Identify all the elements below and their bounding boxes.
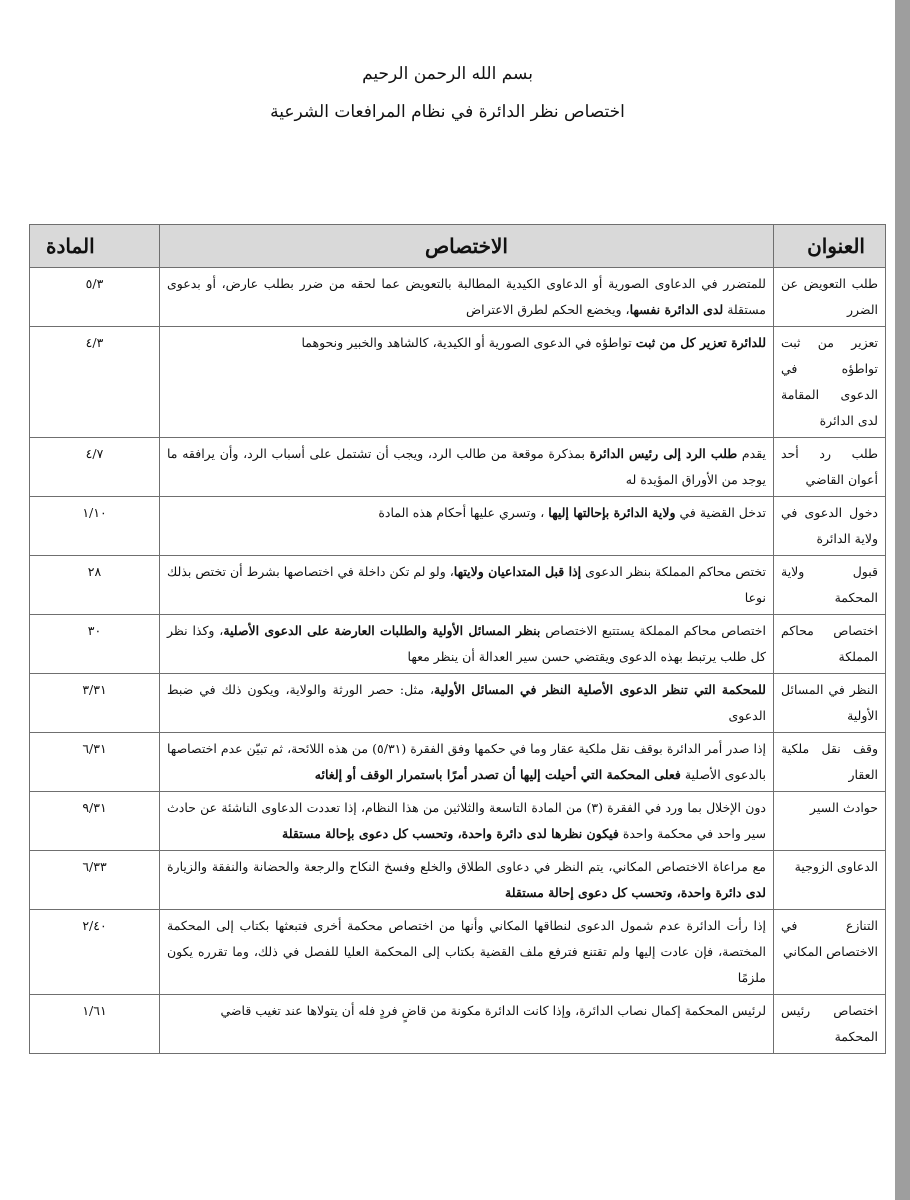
text: ، ولو لم تكن داخلة في اختصاصها بشرط أن تختص بذلك نوعا	[167, 564, 766, 605]
bold-text: فعلى المحكمة التي أحيلت إليها أن تصدر أمرًا باستمرار الوقف أو إلغائه	[314, 767, 681, 782]
row-title: تعزير من ثبت تواطؤه في الدعوى المقامة لدى الدائرة	[774, 327, 886, 438]
row-jurisdiction	[160, 556, 774, 615]
text: يقدم	[737, 446, 766, 461]
row-article: ٢٨	[30, 556, 160, 615]
row-jurisdiction	[160, 910, 774, 995]
row-article: ٤/٧	[30, 438, 160, 497]
bold-text: بنظر المسائل الأولية والطلبات العارضة على الدعوى الأصلية	[223, 623, 541, 638]
table-row	[30, 792, 886, 851]
text: تواطؤه في الدعوى الصورية أو الكيدية، كالشاهد والخبير ونحوهما	[301, 335, 636, 350]
header-jurisdiction: الاختصاص	[160, 225, 774, 268]
text: إذا صدر أمر الدائرة بوقف نقل ملكية عقار وما في حكمها وفق الفقرة (٥/٣١) من هذه اللائحة، ثم تبيّن عدم اختصاصها بالدعوى الأصلية	[167, 741, 766, 782]
row-title: اختصاص رئيس المحكمة	[774, 995, 886, 1054]
row-article: ١/١٠	[30, 497, 160, 556]
text: اختصاص محاكم المملكة يستتبع الاختصاص	[540, 623, 766, 638]
text: لرئيس المحكمة إكمال نصاب الدائرة، وإذا كانت الدائرة مكونة من قاضٍ فردٍ فله أن يتولاها عند تغيب قاضي	[220, 1003, 766, 1018]
row-title: الدعاوى الزوجية	[774, 851, 886, 910]
table-row	[30, 327, 886, 438]
text: مع مراعاة الاختصاص المكاني، يتم النظر في دعاوى الطلاق والخلع وفسخ النكاح والرجعة والحضانة والنفقة والزيارة	[167, 859, 766, 874]
header-title: العنوان	[774, 225, 886, 268]
table-row	[30, 851, 886, 910]
row-article: ٥/٣	[30, 268, 160, 327]
row-jurisdiction	[160, 615, 774, 674]
row-title: قبول ولاية المحكمة	[774, 556, 886, 615]
row-jurisdiction	[160, 497, 774, 556]
text: دون الإخلال بما ورد في الفقرة (٣) من المادة التاسعة والثلاثين من هذا النظام، إذا تعددت الدعاوى الناشئة عن حادث سير واحد في محكمة واحدة	[167, 800, 766, 841]
table-row	[30, 995, 886, 1054]
row-title: طلب رد أحد أعوان القاضي	[774, 438, 886, 497]
table-row	[30, 268, 886, 327]
row-jurisdiction	[160, 438, 774, 497]
bold-text: لدى الدائرة نفسها	[629, 302, 724, 317]
row-jurisdiction	[160, 851, 774, 910]
row-article: ٩/٣١	[30, 792, 160, 851]
row-jurisdiction	[160, 327, 774, 438]
bold-text: للمحكمة التي تنظر الدعوى الأصلية النظر في المسائل الأولية	[434, 682, 766, 697]
jurisdiction-table	[29, 224, 886, 1054]
text: ، مثل: حصر الورثة والولاية، ويكون ذلك في ضبط الدعوى	[167, 682, 766, 723]
row-jurisdiction	[160, 792, 774, 851]
text: ، وكذا نظر كل طلب يرتبط بهذه الدعوى ويقتضي حسن سير العدالة أن ينظر معها	[167, 623, 766, 664]
row-article: ٢/٤٠	[30, 910, 160, 995]
table-row	[30, 674, 886, 733]
bold-text: إذا قبل المتداعيان ولايتها	[453, 564, 582, 579]
table-row	[30, 615, 886, 674]
table-row	[30, 497, 886, 556]
row-title: التنازع في الاختصاص المكاني	[774, 910, 886, 995]
row-article: ٣/٣١	[30, 674, 160, 733]
text: إذا رأت الدائرة عدم شمول الدعوى لنطاقها المكاني وأنها من اختصاص محكمة أخرى فتبعثها بكتاب إلى المحكمة المختصة، فإن عادت إليها ولم تقتنع فترفع ملف القضية بكتاب إلى المحكمة العليا للفصل في ذلك، وما تقرره يكون ملزمًا	[167, 918, 766, 985]
scan-edge	[895, 0, 910, 1200]
text: تختص محاكم المملكة بنظر الدعوى	[581, 564, 766, 579]
header-article: المادة	[30, 225, 160, 268]
row-jurisdiction	[160, 733, 774, 792]
text: بمذكرة موقعة من طالب الرد، ويجب أن تشتمل على أسباب الرد، وأن يرافقه ما يوجد من الأوراق المؤيدة له	[167, 446, 766, 487]
table-row	[30, 438, 886, 497]
bold-text: طلب الرد إلى رئيس الدائرة	[589, 446, 738, 461]
row-article: ٦/٣٣	[30, 851, 160, 910]
table-row	[30, 556, 886, 615]
row-jurisdiction	[160, 995, 774, 1054]
row-title: دخول الدعوى في ولاية الدائرة	[774, 497, 886, 556]
row-title: حوادث السير	[774, 792, 886, 851]
row-article: ٤/٣	[30, 327, 160, 438]
row-title: وقف نقل ملكية العقار	[774, 733, 886, 792]
row-jurisdiction	[160, 674, 774, 733]
table-row	[30, 910, 886, 995]
row-title: اختصاص محاكم المملكة	[774, 615, 886, 674]
text: تدخل القضية في	[675, 505, 766, 520]
bold-text: للدائرة تعزير كل من ثبت	[635, 335, 766, 350]
row-article: ٦/٣١	[30, 733, 160, 792]
text: للمتضرر في الدعاوى الصورية أو الدعاوى الكيدية المطالبة بالتعويض عما لحقه من ضرر بطلب عارض، أو بدعوى مستقلة	[167, 276, 766, 317]
row-title: النظر في المسائل الأولية	[774, 674, 886, 733]
basmala: بسم الله الرحمن الرحيم	[362, 64, 533, 84]
table-row	[30, 733, 886, 792]
row-article: ١/٦١	[30, 995, 160, 1054]
table-header-row	[30, 225, 886, 268]
text: ، ويخضع الحكم لطرق الاعتراض	[466, 302, 630, 317]
row-jurisdiction	[160, 268, 774, 327]
page-title: اختصاص نظر الدائرة في نظام المرافعات الشرعية	[270, 102, 625, 122]
text: ، وتسري عليها أحكام هذه المادة	[378, 505, 549, 520]
row-article: ٣٠	[30, 615, 160, 674]
bold-text: فيكون نظرها لدى دائرة واحدة، وتحسب كل دعوى بإحالة مستقلة	[282, 826, 619, 841]
bold-text: لدى دائرة واحدة، وتحسب كل دعوى إحالة مستقلة	[505, 885, 766, 900]
bold-text: ولاية الدائرة بإحالتها إليها	[548, 505, 676, 520]
row-title: طلب التعويض عن الضرر	[774, 268, 886, 327]
